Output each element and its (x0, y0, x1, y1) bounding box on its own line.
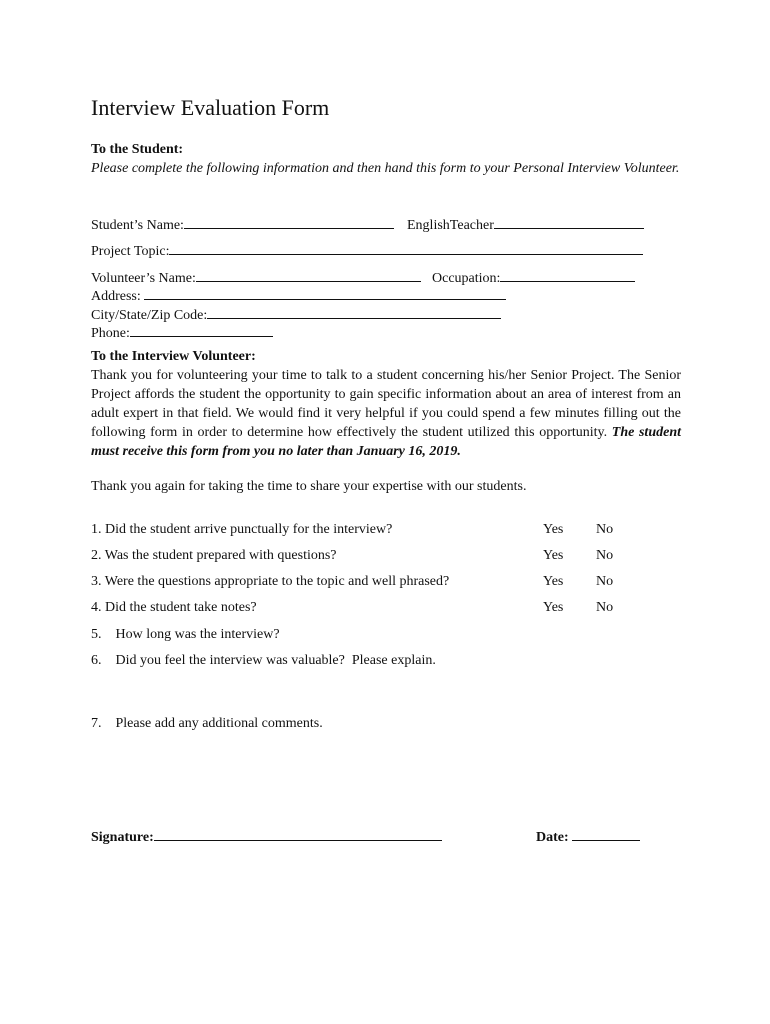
volunteer-body: Thank you for volunteering your time to talk to a student concerning his/her Senior Project. The Senior Project affords the student the opportunity to gain specific information about an area of interest from an adult expert in that field. We would find it very helpful if you could spend a few minutes filling out the following form in order to determine how effectively the student utilized this opportunity. (91, 368, 681, 440)
occupation-label: Occupation: (432, 271, 501, 286)
deadline-notice: The student must receive this form from you no later than January 16, 2019. (91, 425, 681, 459)
student-heading: To the Student: (91, 142, 184, 157)
phone-field[interactable] (91, 322, 273, 343)
english-teacher-line[interactable] (494, 214, 644, 229)
students-name-field[interactable] (91, 214, 394, 235)
volunteers-name-line[interactable] (196, 267, 421, 282)
signature-line[interactable] (154, 826, 442, 841)
question-2: 2. Was the student prepared with questions? (91, 548, 337, 563)
q4-no-option[interactable]: No (596, 600, 614, 615)
question-4: 4. Did the student take notes? (91, 600, 257, 615)
city-state-zip-line[interactable] (207, 304, 501, 319)
address-line[interactable] (144, 285, 506, 300)
phone-label: Phone: (91, 326, 130, 341)
student-instructions: Please complete the following information and then hand this form to your Personal Interview Volunteer. (91, 161, 680, 176)
q4-yes-option[interactable]: Yes (543, 600, 564, 615)
page-title: Interview Evaluation Form (91, 95, 330, 120)
occupation-line[interactable] (500, 267, 635, 282)
question-6: 6. Did you feel the interview was valuable? Please explain. (91, 653, 436, 668)
english-teacher-label: EnglishTeacher (407, 218, 494, 233)
q2-no-option[interactable]: No (596, 548, 614, 563)
date-line[interactable] (572, 826, 640, 841)
project-topic-line[interactable] (169, 240, 643, 255)
q1-no-option[interactable]: No (596, 522, 614, 537)
thanks-text: Thank you again for taking the time to share your expertise with our students. (91, 479, 527, 494)
signature-label: Signature: (91, 830, 154, 845)
phone-line[interactable] (130, 322, 273, 337)
address-field[interactable] (91, 285, 506, 306)
q1-yes-option[interactable]: Yes (543, 522, 564, 537)
english-teacher-field[interactable] (407, 214, 644, 235)
city-state-zip-label: City/State/Zip Code: (91, 308, 208, 323)
question-1: 1. Did the student arrive punctually for the interview? (91, 522, 393, 537)
project-topic-field[interactable] (91, 240, 643, 261)
students-name-label: Student’s Name: (91, 218, 184, 233)
question-5: 5. How long was the interview? (91, 627, 280, 642)
students-name-line[interactable] (184, 214, 394, 229)
address-label: Address: (91, 289, 141, 304)
signature-field[interactable] (91, 826, 442, 847)
q3-yes-option[interactable]: Yes (543, 574, 564, 589)
date-field[interactable] (536, 826, 640, 847)
question-7: 7. Please add any additional comments. (91, 716, 323, 731)
volunteer-heading: To the Interview Volunteer: (91, 349, 256, 364)
date-label: Date: (536, 830, 569, 845)
q3-no-option[interactable]: No (596, 574, 614, 589)
volunteers-name-label: Volunteer’s Name: (91, 271, 196, 286)
project-topic-label: Project Topic: (91, 244, 170, 259)
question-3: 3. Were the questions appropriate to the topic and well phrased? (91, 574, 450, 589)
volunteer-paragraph (91, 366, 681, 461)
q2-yes-option[interactable]: Yes (543, 548, 564, 563)
